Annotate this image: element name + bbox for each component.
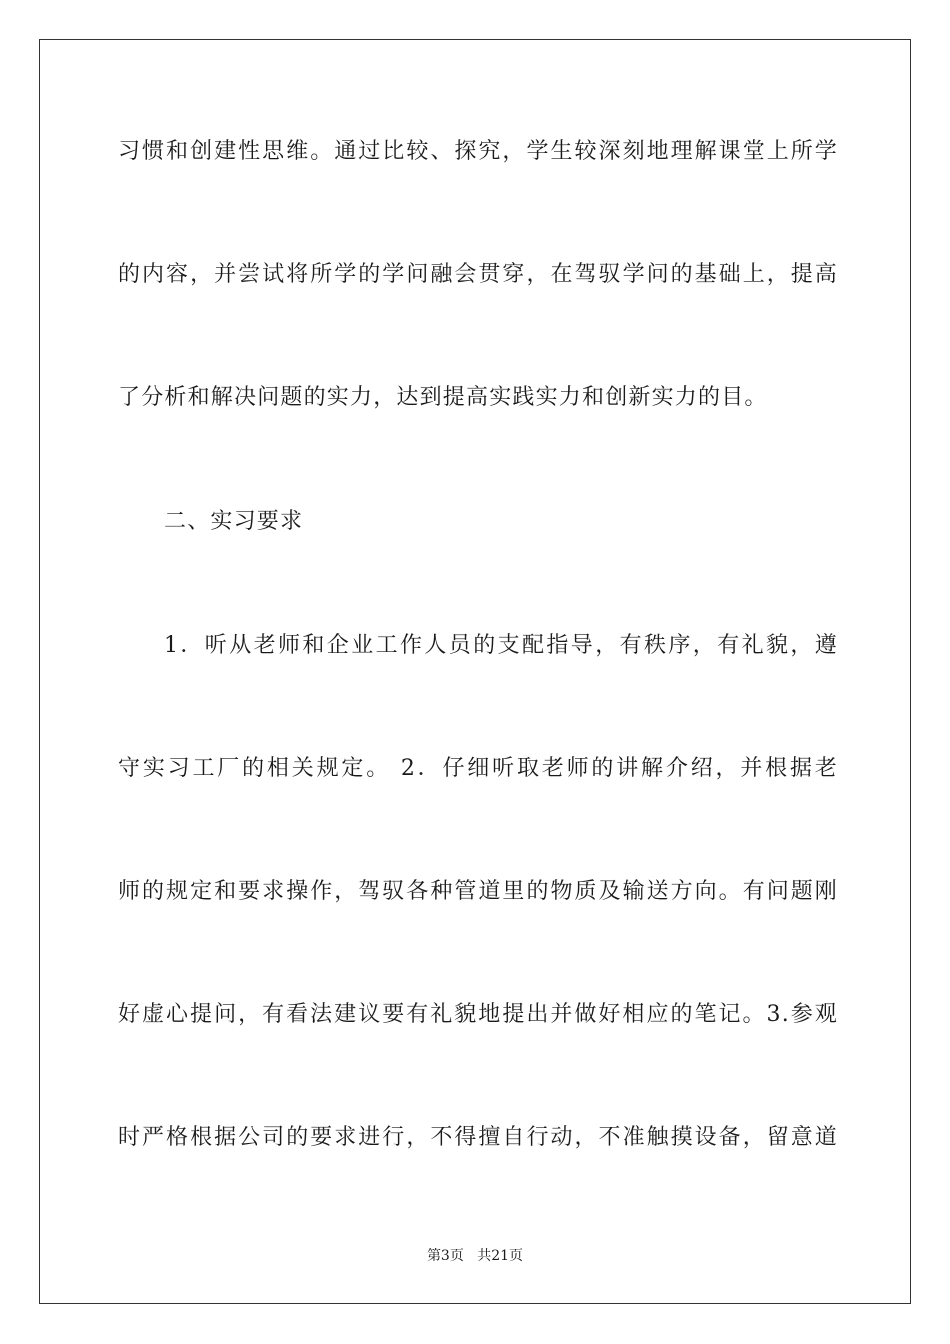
page-border <box>39 39 911 1304</box>
paragraph-line-7: 师的规定和要求操作，驾驭各种管道里的物质及输送方向。有问题刚 <box>118 879 838 904</box>
paragraph-line-3: 了分析和解决问题的实力，达到提高实践实力和创新实力的目。 <box>118 385 768 410</box>
paragraph-line-2: 的内容，并尝试将所学的学问融会贯穿，在驾驭学问的基础上，提高 <box>118 262 838 287</box>
section-heading: 二、实习要求 <box>164 509 304 534</box>
paragraph-line-1: 习惯和创建性思维。通过比较、探究，学生较深刻地理解课堂上所学 <box>118 139 838 164</box>
paragraph-line-9: 时严格根据公司的要求进行，不得擅自行动，不准触摸设备，留意道 <box>118 1125 838 1150</box>
paragraph-line-5: 1．听从老师和企业工作人员的支配指导，有秩序，有礼貌，遵 <box>164 633 838 658</box>
paragraph-line-8: 好虚心提问，有看法建议要有礼貌地提出并做好相应的笔记。3.参观 <box>118 1002 838 1027</box>
page-footer <box>0 1247 950 1265</box>
current-page-number: 第3页 <box>426 1248 464 1264</box>
paragraph-line-6: 守实习工厂的相关规定。 2．仔细听取老师的讲解介绍，并根据老 <box>118 756 838 781</box>
total-page-count: 共21页 <box>477 1248 524 1264</box>
